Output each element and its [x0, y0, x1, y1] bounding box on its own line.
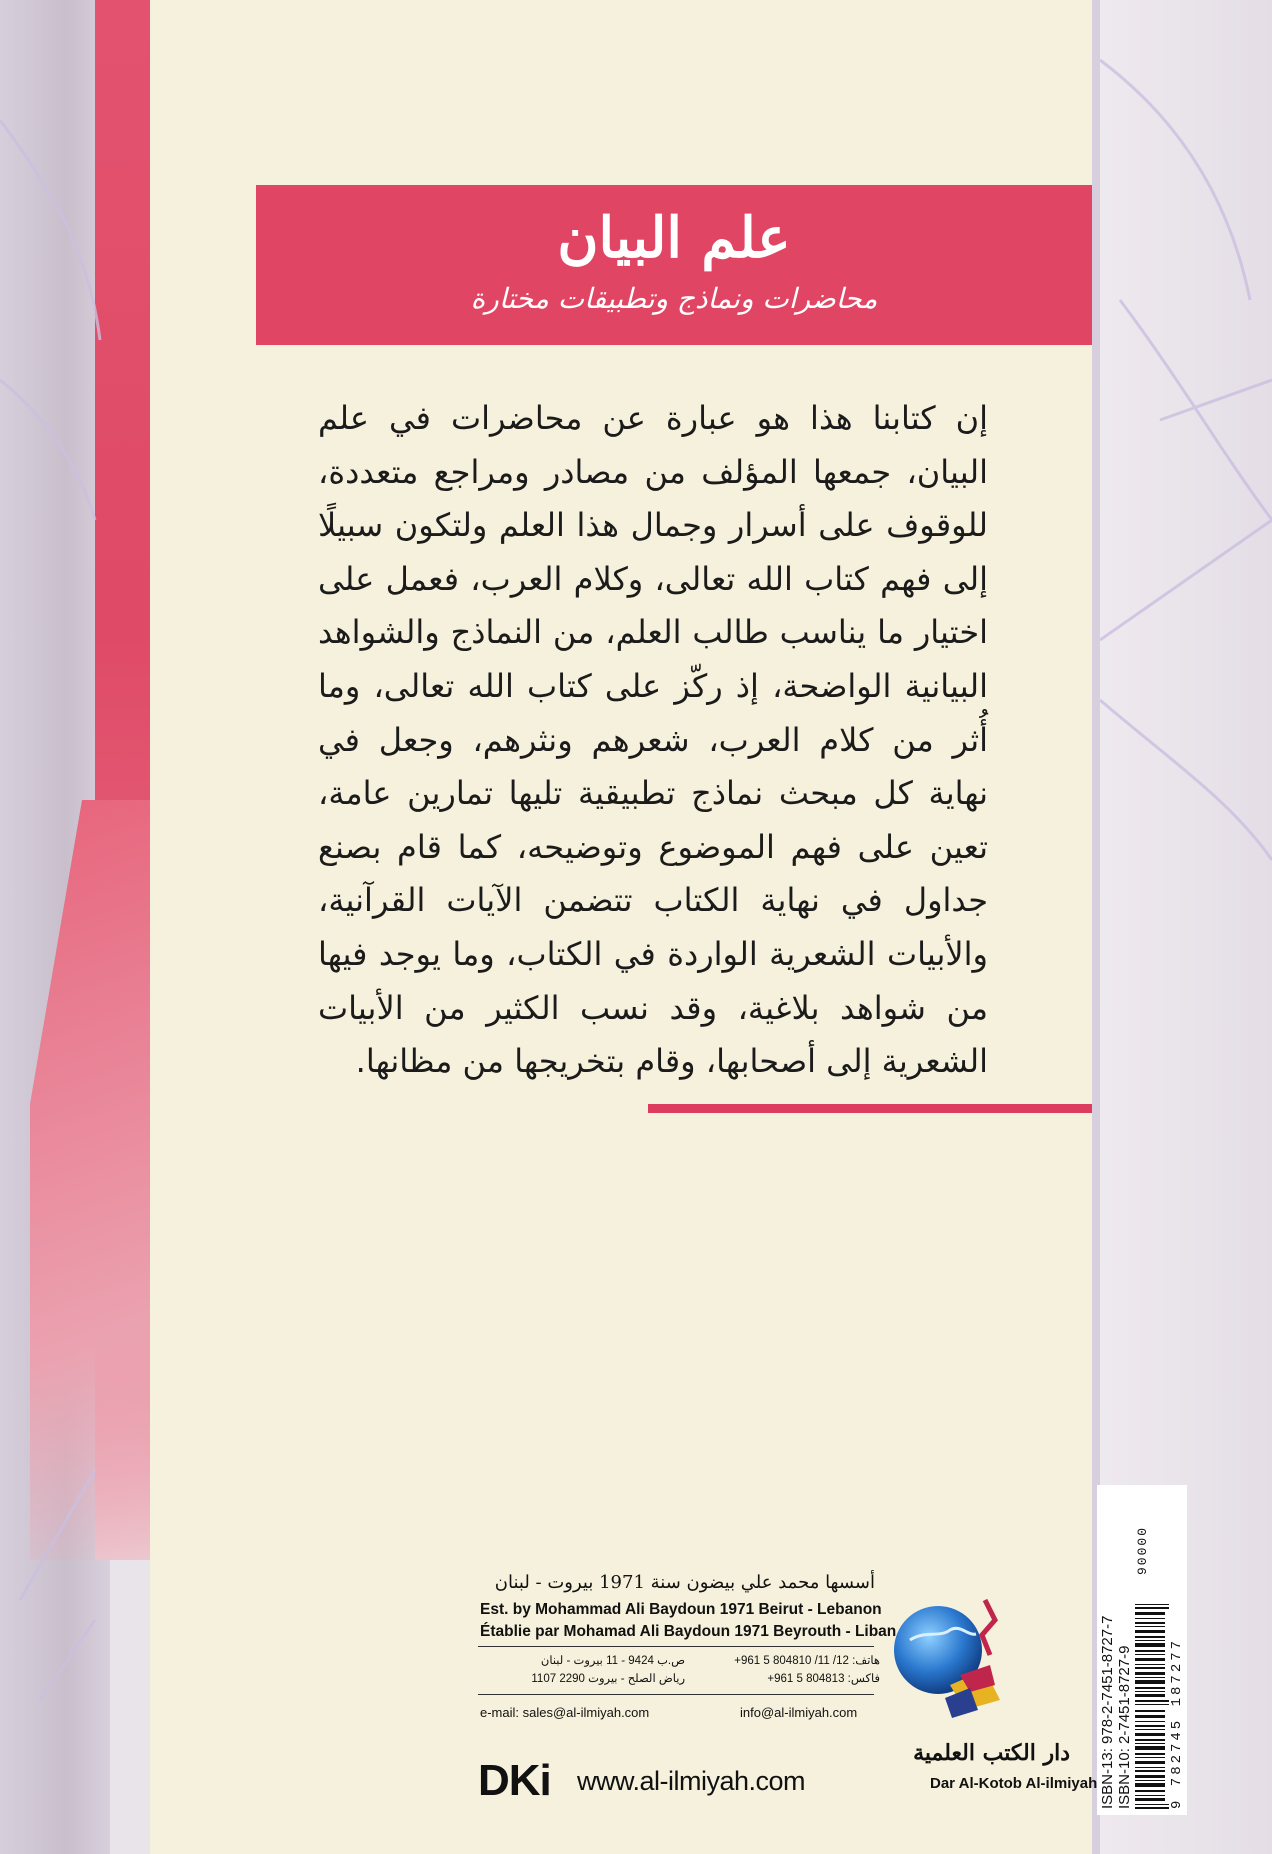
globe-logo-icon [890, 1580, 1010, 1730]
book-description: إن كتابنا هذا هو عبارة عن محاضرات في علم البيان، جمعها المؤلف من مصادر ومراجع متعددة، للوقوف على أسرار وجمال هذا العلم ولتكون سبيلًا إلى فهم كتاب الله تعالى، وكلام العرب، فعمل على اختيار ما يناسب طالب العلم، من النماذج والشواهد البيانية الواضحة، إذ ركّز على كتاب الله تعالى، وما أُثر من كلام العرب، شعرهم ونثرهم، وجعل في نهاية كل مبحث نماذج تطبيقية تليها تمارين عامة، تعين على فهم الموضوع وتوضيحه، كما قام بصنع جداول في نهاية الكتاب تتضمن الآيات القرآنية، والأبيات الشعرية الواردة في الكتاب، وما يوجد فيها من شواهد بلاغية، وقد نسب الكثير من الأبيات الشعرية إلى أصحابها، وقام بتخريجها من مظانها. [318, 399, 988, 1081]
barcode-icon [1135, 1579, 1169, 1809]
publisher-block [470, 1570, 1098, 1850]
publisher-name-arabic: دار الكتب العلمية [913, 1740, 1070, 1766]
title-banner [256, 185, 1092, 345]
publisher-rule-2 [478, 1694, 874, 1695]
sales-email[interactable]: e-mail: sales@al-ilmiyah.com [480, 1705, 650, 1720]
isbn-barcode-block [1097, 1485, 1187, 1815]
founded-arabic: أسسها محمد علي بيضون سنة 1971 بيروت - لبنان [494, 1572, 875, 1593]
divider-line [648, 1104, 1092, 1113]
phone-text: هاتف: 12/ 11/ 804810 5 961+ [734, 1655, 880, 1667]
website-link[interactable]: www.al-ilmiyah.com [577, 1766, 806, 1796]
publisher-name-english: Dar Al-Kotob Al-ilmiyah [930, 1775, 1098, 1792]
publisher-rule [478, 1646, 874, 1647]
barcode-digits: 9 782745 187277 [1169, 1637, 1185, 1809]
isbn-10: ISBN-10: 2-7451-8727-9 [1116, 1645, 1133, 1809]
barcode-addon: 90000 [1135, 1525, 1150, 1575]
book-title: علم البيان [557, 205, 791, 271]
book-subtitle: محاضرات ونماذج وتطبيقات مختارة [470, 282, 878, 315]
dki-logo: DKi [478, 1756, 551, 1805]
fax-text: فاكس: 804813 5 961+ [767, 1673, 880, 1685]
isbn-13: ISBN-13: 978-2-7451-8727-7 [1099, 1615, 1116, 1809]
founded-french: Établie par Mohamad Ali Baydoun 1971 Beyrouth - Liban [480, 1623, 897, 1640]
founded-english: Est. by Mohammad Ali Baydoun 1971 Beirut - Lebanon [480, 1601, 882, 1618]
pobox-text: ص.ب 9424 - 11 بيروت - لبنان [540, 1655, 685, 1667]
riad-text: رياض الصلح - بيروت 2290 1107 [531, 1673, 685, 1685]
info-email[interactable]: info@al-ilmiyah.com [740, 1705, 858, 1720]
